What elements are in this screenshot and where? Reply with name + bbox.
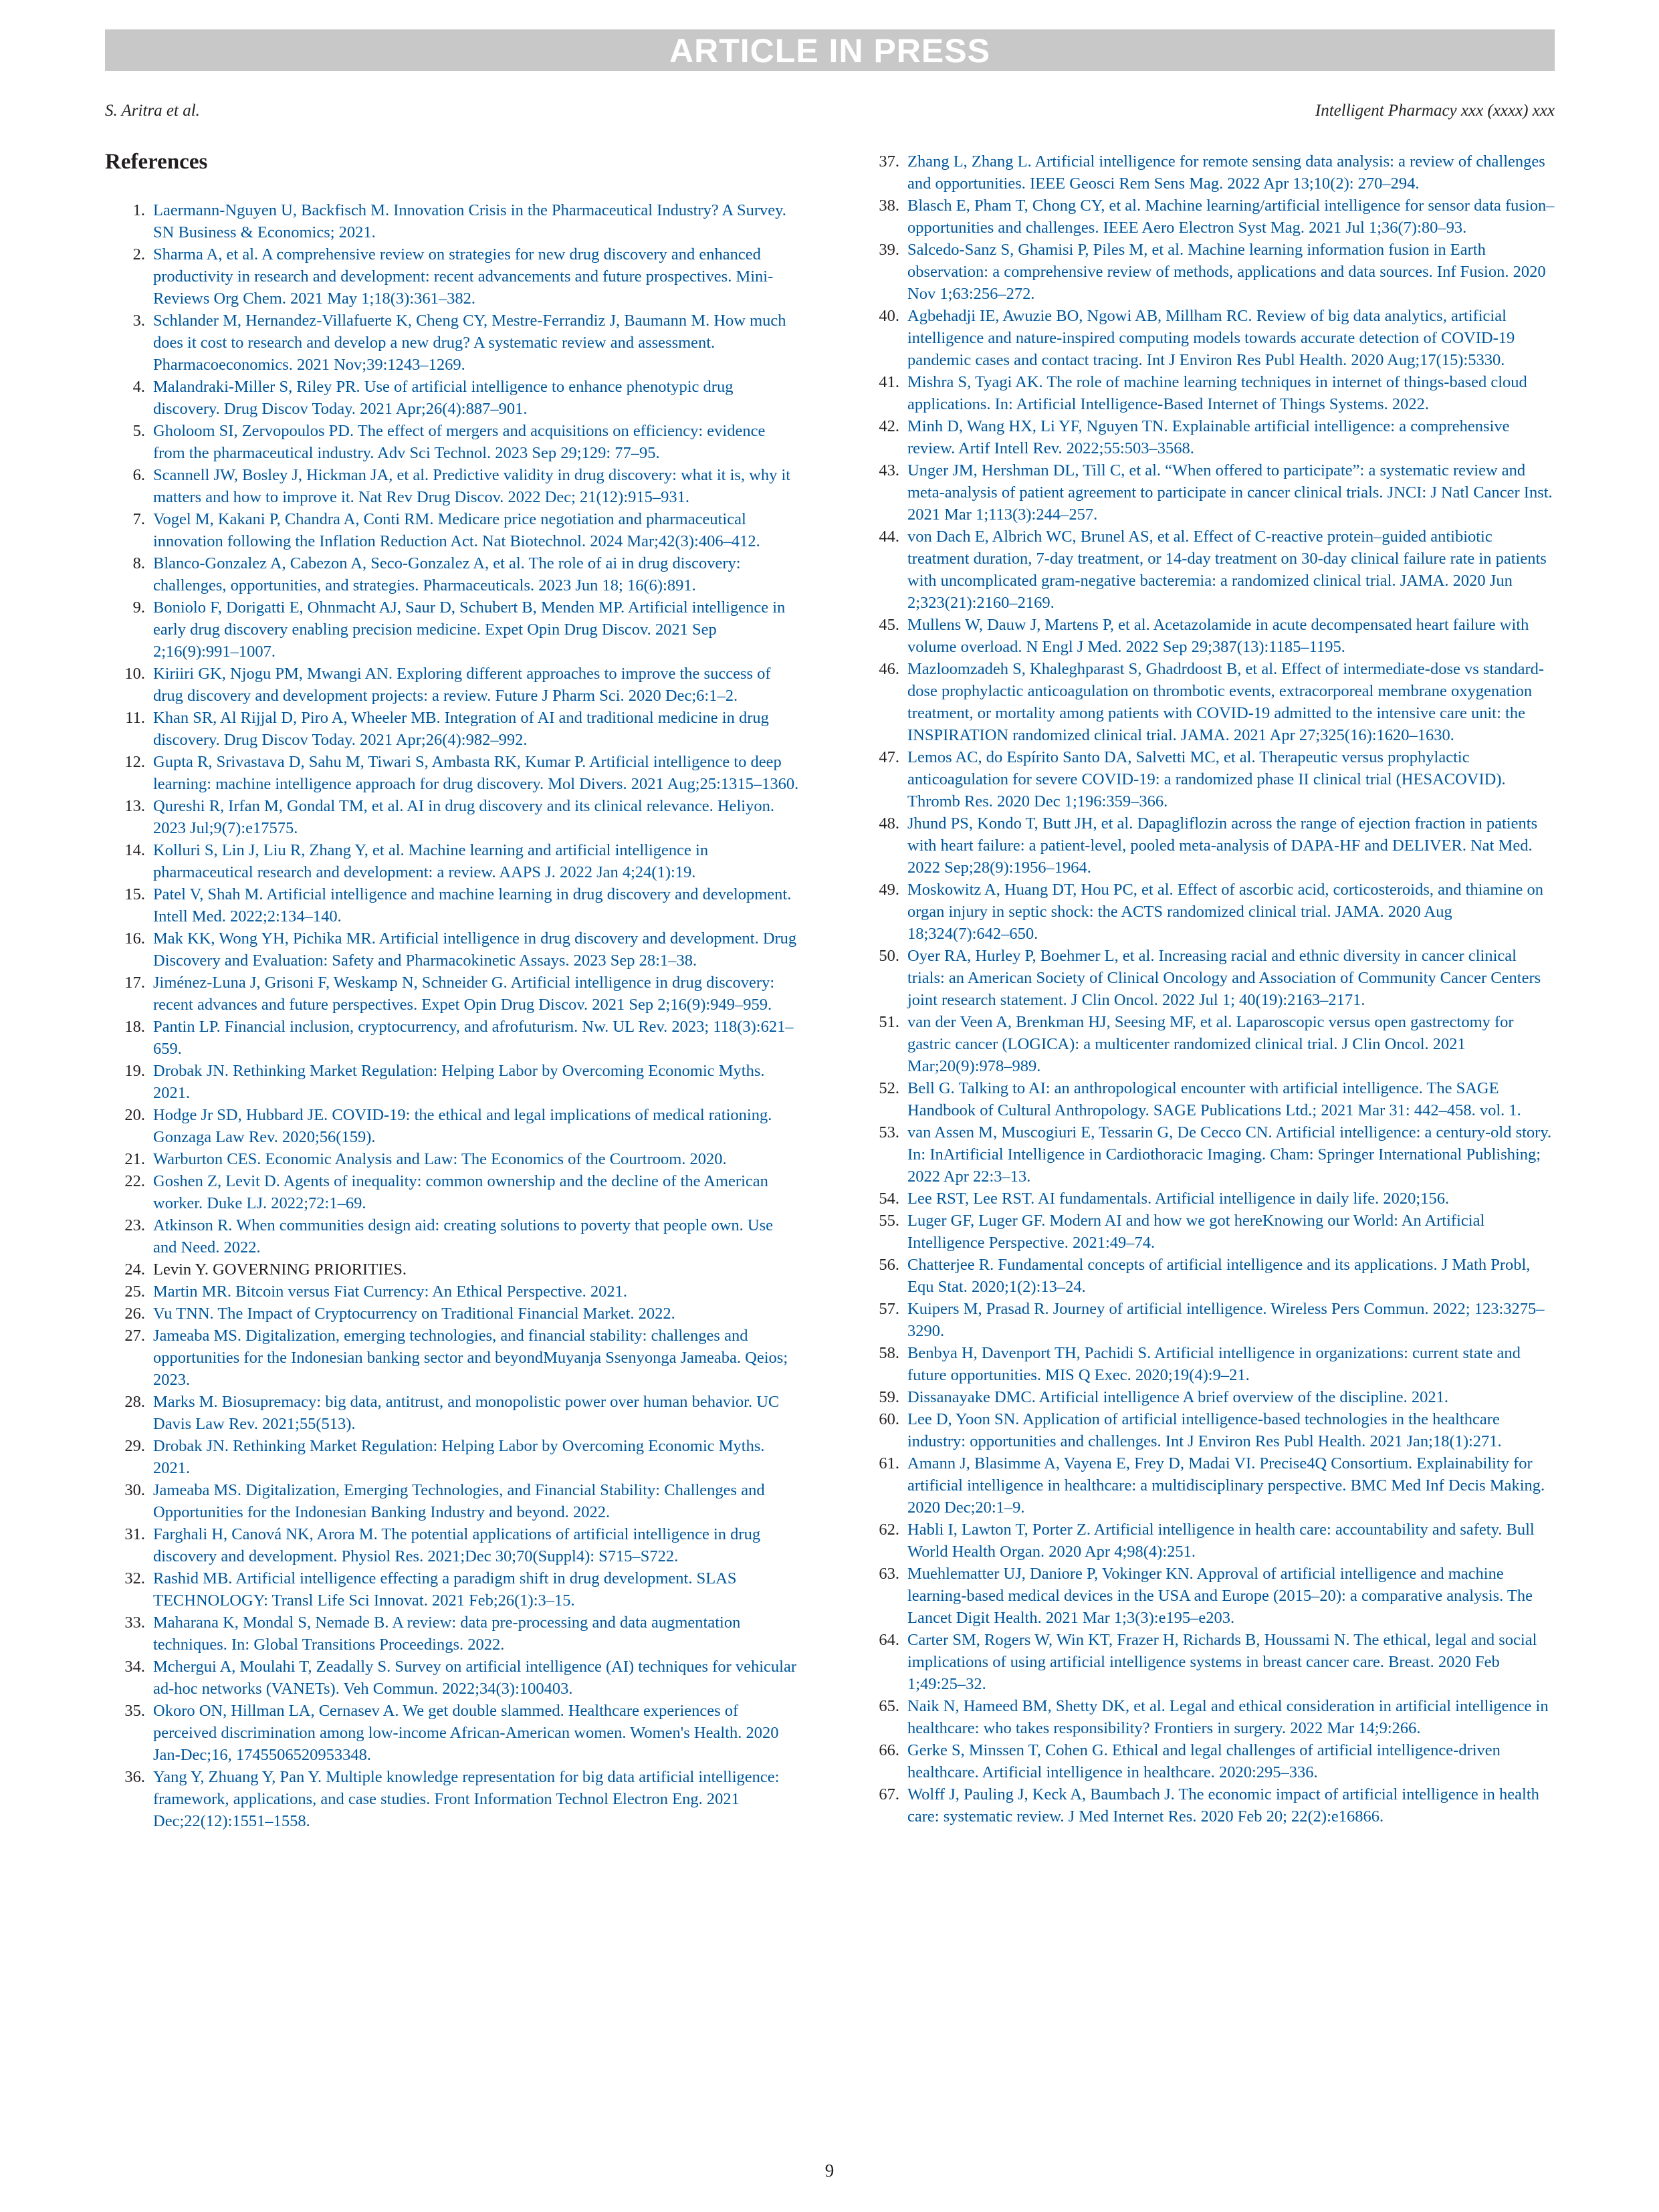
- reference-citation-link[interactable]: Atkinson R. When communities design aid: creating solutions to poverty that people own. Use and Need. 2022.: [153, 1216, 774, 1256]
- reference-item: [105, 839, 800, 883]
- reference-citation-link[interactable]: Drobak JN. Rethinking Market Regulation: Helping Labor by Overcoming Economic Myths. 2021.: [153, 1062, 765, 1102]
- reference-item: [105, 1016, 800, 1060]
- reference-item: [859, 1739, 1555, 1783]
- reference-number: 3.: [132, 312, 145, 330]
- reference-citation-link[interactable]: Wolff J, Pauling J, Keck A, Baumbach J. The economic impact of artificial intelligence in health care: systematic review. J Med Internet Res. 2020 Feb 20; 22(2):e16866.: [907, 1785, 1539, 1826]
- reference-citation-link[interactable]: Scannell JW, Bosley J, Hickman JA, et al. Predictive validity in drug discovery: what it is, why it matters and how to improve it. Nat Rev Drug Discov. 2022 Dec; 21(12):915–931.: [153, 466, 791, 506]
- reference-citation-link: Levin Y. GOVERNING PRIORITIES.: [153, 1260, 407, 1279]
- reference-number: 34.: [124, 1658, 145, 1676]
- reference-citation-link[interactable]: Warburton CES. Economic Analysis and Law: The Economics of the Courtroom. 2020.: [153, 1150, 727, 1168]
- reference-number: 48.: [879, 814, 899, 833]
- article-in-press-banner: ARTICLE IN PRESS: [105, 29, 1555, 71]
- reference-number: 2.: [132, 245, 145, 263]
- reference-number: 62.: [879, 1521, 899, 1539]
- reference-item: [859, 812, 1555, 879]
- reference-item: [105, 1258, 800, 1281]
- reference-number: 44.: [879, 528, 899, 546]
- reference-number: 18.: [124, 1018, 145, 1036]
- reference-number: 51.: [879, 1013, 899, 1031]
- reference-item: [859, 879, 1555, 945]
- reference-item: [105, 707, 800, 751]
- reference-item: [105, 1281, 800, 1303]
- reference-number: 39.: [879, 241, 899, 259]
- reference-citation-link[interactable]: Habli I, Lawton T, Porter Z. Artificial intelligence in health care: accountability and safety. Bull World Health Organ. 2020 Apr 4;98(4):251.: [907, 1521, 1535, 1561]
- reference-citation-link[interactable]: Carter SM, Rogers W, Win KT, Frazer H, Richards B, Houssami N. The ethical, legal and social implications of using artificial intelligence systems in breast cancer care. Breast. 2020 Feb 1;49:25–32.: [907, 1631, 1537, 1693]
- reference-citation-link[interactable]: Naik N, Hameed BM, Shetty DK, et al. Legal and ethical consideration in artificial intelligence in healthcare: who takes responsibility? Frontiers in surgery. 2022 Mar 14;9:266.: [907, 1697, 1549, 1737]
- reference-number: 35.: [124, 1702, 145, 1720]
- reference-item: [859, 1210, 1555, 1254]
- reference-citation-link[interactable]: Dissanayake DMC. Artificial intelligence A brief overview of the discipline. 2021.: [907, 1388, 1448, 1406]
- reference-citation-link[interactable]: Maharana K, Mondal S, Nemade B. A review: data pre-processing and data augmentation techniques. In: Global Transitions Proceedings. 2022.: [153, 1614, 741, 1654]
- reference-number: 66.: [879, 1741, 899, 1759]
- reference-number: 28.: [124, 1393, 145, 1411]
- reference-number: 38.: [879, 197, 899, 215]
- reference-item: [859, 1342, 1555, 1386]
- reference-number: 55.: [879, 1212, 899, 1230]
- reference-item: [859, 1629, 1555, 1695]
- reference-citation-link[interactable]: Rashid MB. Artificial intelligence effecting a paradigm shift in drug development. SLAS TECHNOLOGY: Transl Life Sci Innovat. 2021 Feb;26(1):3–15.: [153, 1569, 737, 1610]
- reference-number: 45.: [879, 616, 899, 634]
- reference-number: 25.: [124, 1283, 145, 1301]
- reference-citation-link[interactable]: Jameaba MS. Digitalization, emerging technologies, and financial stability: challenges and opportunities for the Indonesian banking sector and beyondMuyanja Ssenyonga Jameaba. Qeios; 2023.: [153, 1327, 788, 1389]
- reference-number: 10.: [124, 665, 145, 683]
- reference-citation-link[interactable]: Blasch E, Pham T, Chong CY, et al. Machine learning/artificial intelligence for sensor data fusion–opportunities and challenges. IEEE Aero Electron Syst Mag. 2021 Jul 1;36(7):80–93.: [907, 197, 1555, 237]
- reference-number: 23.: [124, 1216, 145, 1234]
- reference-citation-link[interactable]: Mak KK, Wong YH, Pichika MR. Artificial intelligence in drug discovery and development. Drug Discovery and Evaluation: Safety and Pharmacokinetic Assays. 2023 Sep 28:1–38.: [153, 929, 797, 970]
- reference-item: [859, 746, 1555, 812]
- reference-citation-link[interactable]: Kiriiri GK, Njogu PM, Mwangi AN. Exploring different approaches to improve the success of drug discovery and development projects: a review. Future J Pharm Sci. 2020 Dec;6:1–2.: [153, 665, 771, 705]
- reference-item: [105, 1656, 800, 1700]
- reference-item: [105, 795, 800, 839]
- reference-citation-link[interactable]: Bell G. Talking to AI: an anthropological encounter with artificial intelligence. The SAGE Handbook of Cultural Anthropology. SAGE Publications Ltd.; 2021 Mar 31: 442–458. vol. 1.: [907, 1079, 1521, 1119]
- reference-number: 5.: [132, 422, 145, 440]
- reference-item: [859, 614, 1555, 658]
- reference-citation-link[interactable]: Farghali H, Canová NK, Arora M. The potential applications of artificial intelligence in drug discovery and development. Physiol Res. 2021;Dec 30;70(Suppl4): S715–S722.: [153, 1525, 761, 1565]
- reference-citation-link[interactable]: Amann J, Blasimme A, Vayena E, Frey D, Madai VI. Precise4Q Consortium. Explainability for artificial intelligence in healthcare: a multidisciplinary perspective. BMC Med Inf Decis Making. 2020 Dec;20:1–9.: [907, 1454, 1545, 1517]
- reference-citation-link[interactable]: Mchergui A, Moulahi T, Zeadally S. Survey on artificial intelligence (AI) techniques for vehicular ad-hoc networks (VANETs). Veh Commun. 2022;34(3):100403.: [153, 1658, 797, 1698]
- reference-item: [859, 1452, 1555, 1519]
- reference-citation-link[interactable]: Jhund PS, Kondo T, Butt JH, et al. Dapagliflozin across the range of ejection fraction in patients with heart failure: a patient-level, pooled meta-analysis of DAPA-HF and DELIVER. Nat Med. 2022 Sep;28(9):1956–1964.: [907, 814, 1538, 877]
- reference-item: [105, 1325, 800, 1391]
- reference-number: 67.: [879, 1785, 899, 1803]
- reference-number: 56.: [879, 1256, 899, 1274]
- reference-citation-link[interactable]: Drobak JN. Rethinking Market Regulation: Helping Labor by Overcoming Economic Myths. 2021.: [153, 1437, 765, 1477]
- reference-item: [105, 508, 800, 552]
- reference-citation-link[interactable]: Minh D, Wang HX, Li YF, Nguyen TN. Explainable artificial intelligence: a comprehensive review. Artif Intell Rev. 2022;55:503–3568.: [907, 417, 1510, 457]
- reference-item: [105, 1612, 800, 1656]
- reference-item: [859, 305, 1555, 371]
- reference-number: 6.: [132, 466, 145, 484]
- reference-item: [859, 1408, 1555, 1452]
- reference-number: 20.: [124, 1106, 145, 1124]
- reference-item: [105, 927, 800, 972]
- reference-number: 41.: [879, 373, 899, 391]
- reference-number: 46.: [879, 660, 899, 678]
- reference-citation-link[interactable]: Yang Y, Zhuang Y, Pan Y. Multiple knowledge representation for big data artificial intelligence: framework, applications, and case studies. Front Information Technol Electron Eng. 2021 Dec;22(12):1551–1558.: [153, 1768, 780, 1830]
- reference-item: [859, 195, 1555, 239]
- reference-number: 42.: [879, 417, 899, 435]
- reference-item: [859, 526, 1555, 614]
- reference-item: [105, 243, 800, 310]
- reference-citation-link[interactable]: Jiménez-Luna J, Grisoni F, Weskamp N, Schneider G. Artificial intelligence in drug discovery: recent advances and future perspectives. Expet Opin Drug Discov. 2021 Sep 2;16(9):949–959.: [153, 974, 775, 1014]
- reference-item: [859, 1077, 1555, 1121]
- reference-number: 27.: [124, 1327, 145, 1345]
- reference-item: [105, 663, 800, 707]
- reference-item: [859, 150, 1555, 195]
- reference-citation-link[interactable]: Schlander M, Hernandez-Villafuerte K, Cheng CY, Mestre-Ferrandiz J, Baumann M. How much does it cost to research and develop a new drug? A systematic review and assessment. Pharmacoeconomics. 2021 Nov;39:1243–1269.: [153, 312, 786, 374]
- reference-number: 9.: [132, 598, 145, 617]
- page-number: 9: [824, 2161, 835, 2181]
- reference-item: [859, 459, 1555, 526]
- reference-number: 49.: [879, 881, 899, 899]
- reference-citation-link[interactable]: Kolluri S, Lin J, Liu R, Zhang Y, et al. Machine learning and artificial intelligence in pharmaceutical research and development: a review. AAPS J. 2022 Jan 4;24(1):19.: [153, 841, 709, 881]
- reference-item: [859, 658, 1555, 746]
- reference-citation-link[interactable]: Lee RST, Lee RST. AI fundamentals. Artificial intelligence in daily life. 2020;156.: [907, 1190, 1450, 1208]
- reference-number: 14.: [124, 841, 145, 859]
- reference-item: [859, 1519, 1555, 1563]
- reference-citation-link[interactable]: Blanco-Gonzalez A, Cabezon A, Seco-Gonzalez A, et al. The role of ai in drug discovery: challenges, opportunities, and strategies. Pharmaceuticals. 2023 Jun 18; 16(6):891.: [153, 554, 741, 594]
- reference-item: [859, 1188, 1555, 1210]
- reference-item: [105, 883, 800, 927]
- reference-item: [859, 1386, 1555, 1408]
- reference-citation-link[interactable]: Benbya H, Davenport TH, Pachidi S. Artificial intelligence in organizations: current state and future opportunities. MIS Q Exec. 2020;19(4):9–21.: [907, 1344, 1521, 1384]
- reference-number: 63.: [879, 1565, 899, 1583]
- reference-citation-link[interactable]: Hodge Jr SD, Hubbard JE. COVID-19: the ethical and legal implications of medical rationing. Gonzaga Law Rev. 2020;56(159).: [153, 1106, 772, 1146]
- reference-item: [859, 1011, 1555, 1077]
- reference-item: [105, 310, 800, 376]
- reference-item: [859, 1783, 1555, 1828]
- reference-item: [105, 1148, 800, 1170]
- reference-item: [105, 1700, 800, 1766]
- reference-citation-link[interactable]: Oyer RA, Hurley P, Boehmer L, et al. Increasing racial and ethnic diversity in cancer clinical trials: an American Society of Clinical Oncology and Association of Community Cancer Centers joint research statement. J Clin Oncol. 2022 Jul 1; 40(19):2163–2171.: [907, 947, 1541, 1009]
- reference-number: 7.: [132, 510, 145, 528]
- reference-citation-link[interactable]: Salcedo-Sanz S, Ghamisi P, Piles M, et al. Machine learning information fusion in Earth observation: a comprehensive review of methods, applications and data sources. Inf Fusion. 2020 Nov 1;63:256–272.: [907, 241, 1546, 303]
- reference-citation-link[interactable]: Khan SR, Al Rijjal D, Piro A, Wheeler MB. Integration of AI and traditional medicine in drug discovery. Drug Discov Today. 2021 Apr;26(4):982–992.: [153, 709, 769, 749]
- reference-citation-link[interactable]: Mullens W, Dauw J, Martens P, et al. Acetazolamide in acute decompensated heart failure with volume overload. N Engl J Med. 2022 Sep 29;387(13):1185–1195.: [907, 616, 1529, 656]
- reference-citation-link[interactable]: Moskowitz A, Huang DT, Hou PC, et al. Effect of ascorbic acid, corticosteroids, and thiamine on organ injury in septic shock: the ACTS randomized clinical trial. JAMA. 2020 Aug 18;324(7):642–650.: [907, 881, 1543, 943]
- reference-citation-link[interactable]: Unger JM, Hershman DL, Till C, et al. “When offered to participate”: a systematic review and meta-analysis of patient agreement to participate in cancer clinical trials. JNCI: J Natl Cancer Inst. 2021 Mar 1;113(3):244–257.: [907, 461, 1553, 524]
- reference-item: [105, 420, 800, 464]
- reference-citation-link[interactable]: Malandraki-Miller S, Riley PR. Use of artificial intelligence to enhance phenotypic drug discovery. Drug Discov Today. 2021 Apr;26(4):887–901.: [153, 378, 734, 418]
- reference-number: 8.: [132, 554, 145, 572]
- reference-item: [105, 552, 800, 596]
- reference-citation-link[interactable]: van Assen M, Muscogiuri E, Tessarin G, De Cecco CN. Artificial intelligence: a century-old story. In: InArtificial Intelligence in Cardiothoracic Imaging. Cham: Springer International Publishing; 2022 Apr 22:3–13.: [907, 1123, 1552, 1186]
- reference-item: [105, 751, 800, 795]
- reference-number: 57.: [879, 1300, 899, 1318]
- reference-number: 29.: [124, 1437, 145, 1455]
- reference-item: [859, 1563, 1555, 1629]
- reference-item: [859, 1298, 1555, 1342]
- reference-citation-link[interactable]: Lee D, Yoon SN. Application of artificial intelligence-based technologies in the healthcare industry: opportunities and challenges. Int J Environ Res Publ Health. 2021 Jan;18(1):271.: [907, 1410, 1502, 1450]
- reference-item: [105, 1060, 800, 1104]
- running-head-journal: Intelligent Pharmacy xxx (xxxx) xxx: [1315, 102, 1555, 120]
- reference-number: 47.: [879, 748, 899, 766]
- reference-number: 19.: [124, 1062, 145, 1080]
- reference-number: 52.: [879, 1079, 899, 1097]
- reference-citation-link[interactable]: Muehlematter UJ, Daniore P, Vokinger KN. Approval of artificial intelligence and machine learning-based medical devices in the USA and Europe (2015–20): a comparative analysis. The Lancet Digit Health. 2021 Mar 1;3(3):e195–e203.: [907, 1565, 1533, 1627]
- reference-number: 22.: [124, 1172, 145, 1190]
- reference-number: 36.: [124, 1768, 145, 1786]
- reference-number: 59.: [879, 1388, 899, 1406]
- reference-citation-link[interactable]: von Dach E, Albrich WC, Brunel AS, et al. Effect of C-reactive protein–guided antibiotic treatment duration, 7-day treatment, or 14-day treatment on 30-day clinical failure rate in patients with uncomplicated gram-negative bacteremia: a randomized clinical trial. JAMA. 2020 Jun 2;323(21):2160–2169.: [907, 528, 1547, 612]
- reference-number: 37.: [879, 152, 899, 171]
- reference-number: 60.: [879, 1410, 899, 1428]
- reference-citation-link[interactable]: Vu TNN. The Impact of Cryptocurrency on Traditional Financial Market. 2022.: [153, 1305, 675, 1323]
- reference-item: [105, 1214, 800, 1258]
- reference-item: [105, 1435, 800, 1479]
- reference-number: 16.: [124, 929, 145, 948]
- reference-citation-link[interactable]: Mishra S, Tyagi AK. The role of machine learning techniques in internet of things-based cloud applications. In: Artificial Intelligence-Based Internet of Things Systems. 2022.: [907, 373, 1527, 413]
- reference-number: 15.: [124, 885, 145, 903]
- reference-item: [105, 1104, 800, 1148]
- reference-number: 4.: [132, 378, 145, 396]
- reference-citation-link[interactable]: Laermann-Nguyen U, Backfisch M. Innovation Crisis in the Pharmaceutical Industry? A Survey. SN Business & Economics; 2021.: [153, 201, 786, 241]
- reference-number: 24.: [124, 1260, 145, 1279]
- reference-number: 26.: [124, 1305, 145, 1323]
- reference-item: [105, 972, 800, 1016]
- reference-number: 50.: [879, 947, 899, 965]
- reference-item: [105, 1479, 800, 1523]
- reference-number: 31.: [124, 1525, 145, 1543]
- reference-number: 40.: [879, 307, 899, 325]
- reference-citation-link[interactable]: Pantin LP. Financial inclusion, cryptocurrency, and afrofuturism. Nw. UL Rev. 2023; 118(3):621–659.: [153, 1018, 794, 1058]
- reference-citation-link[interactable]: Vogel M, Kakani P, Chandra A, Conti RM. Medicare price negotiation and pharmaceutical innovation following the Inflation Reduction Act. Nat Biotechnol. 2024 Mar;42(3):406–412.: [153, 510, 760, 550]
- reference-number: 61.: [879, 1454, 899, 1472]
- reference-citation-link[interactable]: Martin MR. Bitcoin versus Fiat Currency: An Ethical Perspective. 2021.: [153, 1283, 628, 1301]
- reference-citation-link[interactable]: Zhang L, Zhang L. Artificial intelligence for remote sensing data analysis: a review of challenges and opportunities. IEEE Geosci Rem Sens Mag. 2022 Apr 13;10(2): 270–294.: [907, 152, 1545, 193]
- reference-number: 12.: [124, 753, 145, 771]
- reference-citation-link[interactable]: Gholoom SI, Zervopoulos PD. The effect of mergers and acquisitions on efficiency: evidence from the pharmaceutical industry. Adv Sci Technol. 2023 Sep 29;129: 77–95.: [153, 422, 766, 462]
- reference-item: [105, 376, 800, 420]
- reference-number: 53.: [879, 1123, 899, 1141]
- references-column-left: [105, 199, 800, 1832]
- reference-number: 54.: [879, 1190, 899, 1208]
- reference-number: 65.: [879, 1697, 899, 1715]
- reference-citation-link[interactable]: Gerke S, Minssen T, Cohen G. Ethical and legal challenges of artificial intelligence-driven healthcare. Artificial intelligence in healthcare. 2020:295–336.: [907, 1741, 1501, 1781]
- reference-item: [105, 1170, 800, 1214]
- reference-citation-link[interactable]: Mazloomzadeh S, Khaleghparast S, Ghadrdoost B, et al. Effect of intermediate-dose vs standard-dose prophylactic anticoagulation on thrombotic events, extracorporeal membrane oxygenation treatment, or mortality among patients with COVID-19 admitted to the intensive care unit: the INSPIRATION randomized clinical trial. JAMA. 2021 Apr 27;325(16):1620–1630.: [907, 660, 1545, 744]
- reference-citation-link[interactable]: Boniolo F, Dorigatti E, Ohnmacht AJ, Saur D, Schubert B, Menden MP. Artificial intelligence in early drug discovery enabling precision medicine. Expet Opin Drug Discov. 2021 Sep 2;16(9):991–1007.: [153, 598, 786, 661]
- reference-item: [105, 1391, 800, 1435]
- references-heading: References: [105, 150, 208, 174]
- reference-citation-link[interactable]: Goshen Z, Levit D. Agents of inequality: common ownership and the decline of the American worker. Duke LJ. 2022;72:1–69.: [153, 1172, 768, 1212]
- reference-item: [859, 1695, 1555, 1739]
- reference-item: [859, 371, 1555, 415]
- reference-item: [105, 199, 800, 243]
- reference-item: [105, 1303, 800, 1325]
- reference-citation-link[interactable]: van der Veen A, Brenkman HJ, Seesing MF, et al. Laparoscopic versus open gastrectomy for gastric cancer (LOGICA): a multicenter randomized clinical trial. J Clin Oncol. 2021 Mar;20(9):978–989.: [907, 1013, 1514, 1075]
- reference-citation-link[interactable]: Qureshi R, Irfan M, Gondal TM, et al. AI in drug discovery and its clinical relevance. Heliyon. 2023 Jul;9(7):e17575.: [153, 797, 774, 837]
- reference-number: 1.: [132, 201, 145, 219]
- reference-item: [105, 1523, 800, 1567]
- reference-citation-link[interactable]: Gupta R, Srivastava D, Sahu M, Tiwari S, Ambasta RK, Kumar P. Artificial intelligence to deep learning: machine intelligence approach for drug discovery. Mol Divers. 2021 Aug;25:1315–1360.: [153, 753, 799, 793]
- reference-citation-link[interactable]: Sharma A, et al. A comprehensive review on strategies for new drug discovery and enhanced productivity in research and development: recent advancements and future prospectives. Mini-Reviews Org Chem. 2021 May 1;18(3):361–382.: [153, 245, 774, 308]
- reference-item: [859, 239, 1555, 305]
- reference-item: [859, 945, 1555, 1011]
- reference-number: 30.: [124, 1481, 145, 1499]
- reference-item: [859, 1121, 1555, 1188]
- reference-number: 21.: [124, 1150, 145, 1168]
- reference-number: 11.: [125, 709, 145, 727]
- reference-number: 64.: [879, 1631, 899, 1649]
- reference-citation-link[interactable]: Agbehadji IE, Awuzie BO, Ngowi AB, Millham RC. Review of big data analytics, artificial intelligence and nature-inspired computing models towards accurate detection of COVID-19 pandemic cases and contact tracing. Int J Environ Res Publ Health. 2020 Aug;17(15):5330.: [907, 307, 1515, 369]
- reference-number: 43.: [879, 461, 899, 479]
- reference-citation-link[interactable]: Lemos AC, do Espírito Santo DA, Salvetti MC, et al. Therapeutic versus prophylactic anticoagulation for severe COVID-19: a randomized phase II clinical trial (HESACOVID). Thromb Res. 2020 Dec 1;196:359–366.: [907, 748, 1506, 810]
- reference-number: 17.: [124, 974, 145, 992]
- reference-citation-link[interactable]: Okoro ON, Hillman LA, Cernasev A. We get double slammed. Healthcare experiences of perceived discrimination among low-income African-American women. Women's Health. 2020 Jan-Dec;16, 1745506520953348.: [153, 1702, 779, 1764]
- running-head-authors: S. Aritra et al.: [105, 102, 200, 120]
- reference-number: 58.: [879, 1344, 899, 1362]
- reference-item: [859, 415, 1555, 459]
- reference-item: [105, 1766, 800, 1832]
- reference-citation-link[interactable]: Patel V, Shah M. Artificial intelligence and machine learning in drug discovery and development. Intell Med. 2022;2:134–140.: [153, 885, 792, 925]
- reference-citation-link[interactable]: Marks M. Biosupremacy: big data, antitrust, and monopolistic power over human behavior. UC Davis Law Rev. 2021;55(513).: [153, 1393, 780, 1433]
- reference-number: 13.: [124, 797, 145, 815]
- reference-number: 32.: [124, 1569, 145, 1587]
- reference-item: [105, 596, 800, 663]
- reference-citation-link[interactable]: Luger GF, Luger GF. Modern AI and how we got hereKnowing our World: An Artificial Intelligence Perspective. 2021:49–74.: [907, 1212, 1485, 1252]
- reference-citation-link[interactable]: Jameaba MS. Digitalization, Emerging Technologies, and Financial Stability: Challenges and Opportunities for the Indonesian Banking Industry and beyond. 2022.: [153, 1481, 765, 1521]
- reference-citation-link[interactable]: Kuipers M, Prasad R. Journey of artificial intelligence. Wireless Pers Commun. 2022; 123:3275–3290.: [907, 1300, 1545, 1340]
- reference-item: [105, 464, 800, 508]
- reference-item: [105, 1567, 800, 1612]
- reference-number: 33.: [124, 1614, 145, 1632]
- reference-item: [859, 1254, 1555, 1298]
- reference-citation-link[interactable]: Chatterjee R. Fundamental concepts of artificial intelligence and its applications. J Math Probl, Equ Stat. 2020;1(2):13–24.: [907, 1256, 1531, 1296]
- references-column-right: [859, 150, 1555, 1828]
